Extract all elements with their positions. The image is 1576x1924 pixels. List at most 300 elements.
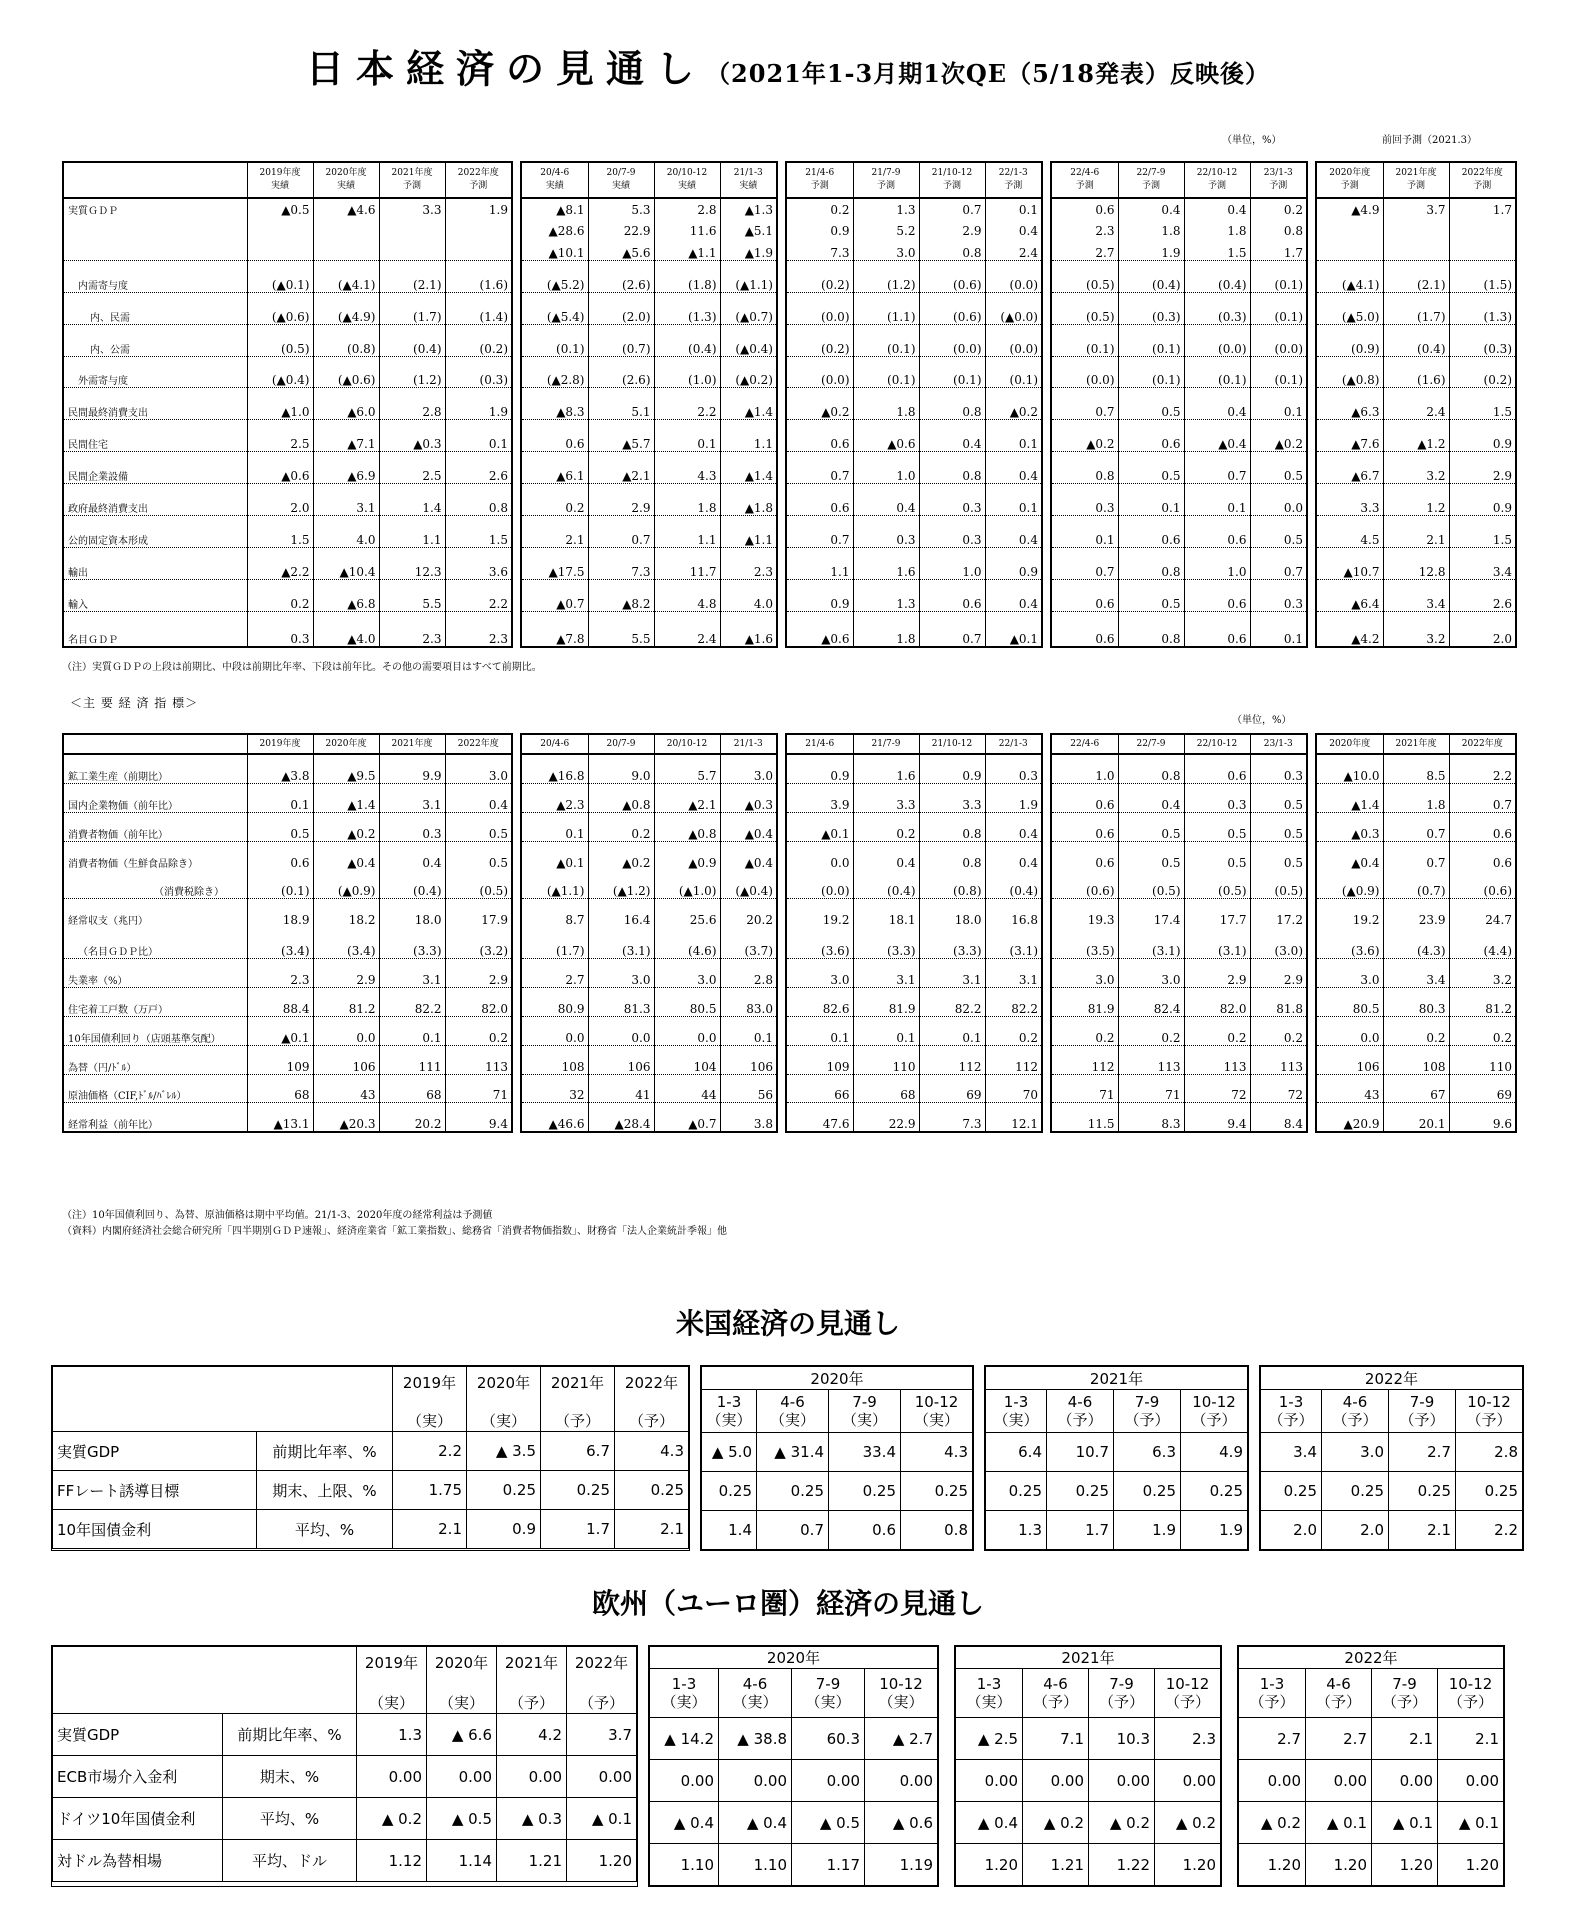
value-cell: ▲9.5 — [313, 754, 379, 784]
value-cell: 3.1 — [853, 959, 919, 988]
table-row — [1239, 1844, 1504, 1886]
value-cell: 2.0 — [1322, 1511, 1389, 1550]
value-cell: ▲ 0.1 — [1372, 1802, 1438, 1844]
table-row — [787, 198, 1041, 217]
value-cell: 0.4 — [1018, 856, 1038, 870]
quarter-header — [1372, 1669, 1438, 1718]
group-4 — [1315, 161, 1517, 648]
value-cell: 3.0 — [787, 959, 853, 988]
value-cell: ▲ 0.2 — [1023, 1802, 1089, 1844]
value-cell: 0.2 — [522, 484, 588, 516]
header-blank — [53, 1367, 393, 1432]
value-cell: 1.20 — [1155, 1844, 1221, 1886]
value-cell: ▲0.4 — [313, 842, 379, 871]
value-cell: 72 — [1184, 1075, 1250, 1103]
period-status: 実績 — [336, 181, 355, 191]
table-row — [1317, 1017, 1515, 1046]
year-group-header: 2020年 — [702, 1367, 973, 1390]
table-row — [1317, 1075, 1515, 1103]
period-header — [1250, 163, 1306, 198]
value-cell: 1.0 — [919, 548, 985, 580]
table-row — [1317, 842, 1515, 871]
value-cell: (0.1) — [1250, 357, 1306, 388]
header-blank — [53, 1647, 357, 1714]
value-cell: 0.3 — [1052, 484, 1118, 516]
table-row — [787, 325, 1041, 357]
value-cell: 70 — [985, 1075, 1041, 1103]
table-row — [522, 842, 776, 871]
table-row — [522, 238, 776, 261]
value-cell: ▲2.3 — [522, 784, 588, 813]
value-cell: (0.1) — [1250, 293, 1306, 325]
value-cell: 1.2 — [1383, 484, 1449, 516]
value-cell: 1.17 — [792, 1844, 865, 1886]
value-cell: 0.9 — [985, 548, 1041, 580]
value-cell: 0.7 — [757, 1511, 829, 1550]
value-cell: 0.7 — [1184, 452, 1250, 484]
row-label: （消費税除き） — [64, 870, 247, 899]
value-cell: 1.0 — [853, 452, 919, 484]
value-cell: 0.5 — [488, 856, 508, 870]
value-cell: 17.4 — [1118, 899, 1184, 928]
table-row — [787, 548, 1041, 580]
table-row — [787, 388, 1041, 420]
value-cell: (3.6) — [1317, 927, 1383, 959]
value-cell: 68 — [379, 1075, 445, 1103]
value-cell: (3.4) — [313, 927, 379, 959]
value-cell: (0.0) — [1052, 357, 1118, 388]
value-cell: 3.8 — [753, 1117, 773, 1131]
table-row — [787, 1075, 1041, 1103]
quarter-label: 4-6 — [1043, 1675, 1068, 1693]
value-cell: 0.4 — [379, 842, 445, 871]
table-row — [1317, 1046, 1515, 1075]
value-cell: 2.6 — [1449, 580, 1515, 612]
value-cell: ▲0.2 — [588, 842, 654, 871]
value-cell: (▲0.1) — [247, 261, 313, 293]
value-cell: (0.6) — [919, 261, 985, 293]
row-label: 名目ＧＤＰ — [64, 612, 247, 647]
table-row — [522, 357, 776, 388]
period-header — [1184, 163, 1250, 198]
quarter-header — [1089, 1669, 1155, 1718]
year-header: 2022年 — [615, 1367, 689, 1398]
table-row — [64, 754, 511, 784]
table-row — [787, 784, 1041, 813]
value-cell: (1.8) — [654, 261, 720, 293]
value-cell: 2.8 — [720, 959, 776, 988]
value-cell: ▲1.2 — [1383, 420, 1449, 452]
value-cell: 0.6 — [1184, 754, 1250, 784]
value-cell: 19.2 — [787, 899, 853, 928]
value-cell: 0.5 — [1118, 452, 1184, 484]
period-status: 予測 — [810, 181, 829, 191]
value-cell: (0.4) — [1184, 261, 1250, 293]
value-cell: 20.2 — [746, 913, 773, 927]
value-cell: 0.9 — [1449, 484, 1515, 516]
value-cell: 0.0 — [313, 1017, 379, 1046]
value-cell: 0.3 — [1184, 784, 1250, 813]
period-label: 20/7-9 — [606, 168, 636, 178]
table-row — [1052, 842, 1306, 871]
value-cell: 0.3 — [919, 484, 985, 516]
table-row — [64, 899, 511, 928]
value-cell: 2.9 — [1184, 959, 1250, 988]
quarter-label: 1-3 — [1259, 1675, 1285, 1693]
value-cell: ▲2.1 — [588, 452, 654, 484]
quarter-header — [1155, 1669, 1221, 1718]
value-cell: 2.1 — [1383, 516, 1449, 548]
value-cell: (▲0.6) — [313, 357, 379, 388]
quarter-label: 7-9 — [1409, 1393, 1435, 1411]
value-cell: 0.6 — [1184, 516, 1250, 548]
value-cell: (4.4) — [1449, 927, 1515, 959]
value-cell: 0.2 — [1250, 1017, 1306, 1046]
period-header: 2021年度 — [379, 735, 445, 754]
row-label: 10年国債金利 — [53, 1510, 257, 1549]
value-cell: 2.8 — [654, 198, 720, 217]
row-label: 国内企業物価（前年比） — [64, 784, 247, 813]
table-row — [1052, 198, 1306, 217]
value-cell: 0.00 — [650, 1760, 719, 1802]
value-cell: (0.1) — [522, 325, 588, 357]
row-label: 消費者物価（前年比） — [64, 813, 247, 842]
period-status: 予測 — [402, 181, 421, 191]
value-cell: 72 — [1250, 1075, 1306, 1103]
value-cell: 0.9 — [787, 754, 853, 784]
value-cell: 0.7 — [787, 516, 853, 548]
value-cell: 0.5 — [1118, 388, 1184, 420]
row-label: 実質ＧＤＰ — [64, 198, 247, 217]
value-cell: (1.5) — [1449, 261, 1515, 293]
value-cell: 112 — [985, 1046, 1041, 1075]
value-cell: 0.2 — [1052, 1017, 1118, 1046]
value-cell: 0.6 — [1052, 580, 1118, 612]
period-status: 予測 — [876, 181, 895, 191]
value-cell: 0.6 — [1052, 198, 1118, 217]
value-cell: 82.6 — [787, 988, 853, 1017]
value-cell: ▲0.2 — [985, 388, 1041, 420]
value-cell: 0.1 — [985, 484, 1041, 516]
value-cell — [1449, 238, 1515, 261]
value-cell: (2.1) — [379, 261, 445, 293]
value-cell: 81.8 — [1250, 988, 1306, 1017]
value-cell: 0.3 — [379, 813, 445, 842]
value-cell: 0.2 — [445, 1017, 511, 1046]
value-cell: 0.1 — [1052, 516, 1118, 548]
value-cell: 0.4 — [985, 813, 1041, 842]
table-row — [64, 325, 511, 357]
quarter-status: （予） — [1191, 1411, 1237, 1429]
value-cell: 0.7 — [1052, 548, 1118, 580]
table-row — [64, 484, 511, 516]
group-0 — [62, 161, 513, 648]
value-cell: ▲0.1 — [787, 813, 853, 842]
value-cell: (0.6) — [919, 293, 985, 325]
value-cell: 20.1 — [1383, 1103, 1449, 1132]
value-cell: 0.5 — [1184, 813, 1250, 842]
value-cell: 3.1 — [919, 959, 985, 988]
value-cell: 0.8 — [1118, 754, 1184, 784]
value-cell: (▲0.9) — [1317, 870, 1383, 899]
table-row — [64, 516, 511, 548]
value-cell: 0.25 — [1114, 1472, 1181, 1511]
quarter-label: 4-6 — [742, 1675, 768, 1693]
quarter-header — [792, 1669, 865, 1718]
value-cell: 9.6 — [1492, 1117, 1512, 1131]
value-cell: 6.3 — [1114, 1433, 1181, 1472]
value-cell: 1.4 — [379, 484, 445, 516]
value-cell: 81.9 — [853, 988, 919, 1017]
value-cell: 0.8 — [919, 842, 985, 871]
table-row — [787, 813, 1041, 842]
value-cell: 1.8 — [853, 612, 919, 647]
value-cell: (▲1.2) — [588, 870, 654, 899]
value-cell: 0.4 — [919, 420, 985, 452]
table-row — [64, 927, 511, 959]
header-blank — [64, 163, 247, 198]
page-subtitle: （2021年1-3月期1次QE（5/18発表）反映後） — [706, 59, 1270, 88]
value-cell: 1.14 — [427, 1840, 497, 1882]
value-cell: 0.2 — [1118, 1017, 1184, 1046]
us-annual-block — [51, 1365, 690, 1551]
value-cell: 83.0 — [720, 988, 776, 1017]
value-cell: 0.00 — [956, 1760, 1023, 1802]
value-cell: 0.6 — [1449, 813, 1515, 842]
value-cell: (1.7) — [1383, 293, 1449, 325]
value-cell: 3.1 — [379, 959, 445, 988]
table-row — [1317, 754, 1515, 784]
value-cell: ▲0.2 — [1052, 420, 1118, 452]
value-cell: 0.2 — [1184, 1017, 1250, 1046]
table-row — [787, 1046, 1041, 1075]
value-cell: (▲0.4) — [247, 357, 313, 388]
value-cell: 0.8 — [1118, 548, 1184, 580]
period-status: 予測 — [1004, 181, 1023, 191]
value-cell: ▲0.9 — [654, 842, 720, 871]
value-cell: 80.5 — [654, 988, 720, 1017]
quarter-label: 10-12 — [914, 1393, 959, 1411]
table-row — [787, 754, 1041, 784]
quarter-header — [1456, 1390, 1523, 1433]
value-cell: ▲0.7 — [522, 580, 588, 612]
note-gdp: （注）実質ＧＤＰの上段は前期比、中段は前期比年率、下段は前年比。その他の需要項目はすべて前期比。 — [62, 662, 542, 673]
value-cell: 0.1 — [1250, 388, 1306, 420]
quarter-status: （予） — [1268, 1411, 1314, 1429]
value-cell: 1.7 — [541, 1510, 615, 1549]
table-row — [1317, 988, 1515, 1017]
table-row — [1052, 452, 1306, 484]
table-row — [650, 1802, 938, 1844]
table-row — [522, 754, 776, 784]
table-row — [956, 1760, 1221, 1802]
value-cell: ▲10.1 — [522, 238, 588, 261]
value-cell: 2.1 — [393, 1510, 467, 1549]
period-status: 予測 — [1075, 181, 1094, 191]
value-cell: 0.9 — [919, 754, 985, 784]
row-label: 経常利益（前年比） — [64, 1103, 247, 1132]
value-cell: 3.1 — [379, 784, 445, 813]
table-row — [787, 452, 1041, 484]
value-cell: (0.1) — [919, 357, 985, 388]
period-header — [247, 163, 313, 198]
value-cell: (▲1.1) — [522, 870, 588, 899]
value-cell: 0.00 — [1438, 1760, 1504, 1802]
value-cell: 0.1 — [720, 1017, 776, 1046]
value-cell: 16.8 — [1011, 913, 1038, 927]
value-cell: 11.5 — [1052, 1103, 1118, 1132]
quarter-label: 10-12 — [1467, 1393, 1511, 1411]
value-cell: 1.5 — [247, 516, 313, 548]
row-label: 鉱工業生産（前期比） — [64, 754, 247, 784]
quarter-label: 1-3 — [1003, 1393, 1029, 1411]
period-header: 2020年度 — [313, 735, 379, 754]
value-cell: 1.3 — [357, 1714, 427, 1756]
value-cell: ▲3.8 — [247, 754, 313, 784]
value-cell: 0.6 — [1184, 580, 1250, 612]
table-row — [787, 484, 1041, 516]
period-header: 2022年度 — [1449, 735, 1515, 754]
period-label: 2020年度 — [325, 168, 367, 178]
value-cell: 2.7 — [522, 959, 588, 988]
value-cell: (▲0.2) — [720, 357, 776, 388]
value-cell: (▲0.6) — [247, 293, 313, 325]
value-cell: 2.5 — [379, 452, 445, 484]
value-cell: 0.5 — [1250, 813, 1306, 842]
value-cell: 2.9 — [919, 217, 985, 238]
period-status: 予測 — [1406, 181, 1425, 191]
value-cell: 69 — [1449, 1075, 1515, 1103]
value-cell: 12.8 — [1383, 548, 1449, 580]
year-group-header: 2020年 — [650, 1647, 938, 1669]
period-status: 実績 — [545, 181, 564, 191]
row-label: 内、公需 — [64, 325, 247, 357]
value-cell: 108 — [1383, 1046, 1449, 1075]
value-cell: (▲0.4) — [720, 870, 776, 899]
value-cell: 2.1 — [1389, 1511, 1456, 1550]
value-cell: 11.7 — [654, 548, 720, 580]
value-cell: 0.0 — [787, 842, 853, 871]
value-cell: (0.5) — [247, 325, 313, 357]
table-row — [1317, 484, 1515, 516]
year-status: （予） — [567, 1677, 637, 1714]
value-cell: 20.2 — [379, 1103, 445, 1132]
value-cell: 47.6 — [787, 1103, 853, 1132]
table-row — [1317, 516, 1515, 548]
value-cell: (0.4) — [654, 325, 720, 357]
value-cell: ▲0.5 — [247, 198, 313, 217]
value-cell: 0.0 — [1317, 1017, 1383, 1046]
table-row — [787, 988, 1041, 1017]
row-label: 内需寄与度 — [64, 261, 247, 293]
value-cell: 3.2 — [1449, 959, 1515, 988]
row-label: 住宅着工戸数（万戸） — [64, 988, 247, 1017]
value-cell: 0.4 — [853, 842, 919, 871]
table-row — [1052, 516, 1306, 548]
quarter-header — [1114, 1390, 1181, 1433]
value-cell: 12.3 — [379, 548, 445, 580]
quarter-status: （予） — [1164, 1693, 1210, 1711]
table-row — [522, 325, 776, 357]
period-status: 予測 — [1269, 181, 1288, 191]
value-cell: (0.4) — [1118, 261, 1184, 293]
period-label: 21/10-12 — [931, 168, 973, 178]
table-row — [1239, 1760, 1504, 1802]
value-cell: (0.7) — [1383, 870, 1449, 899]
table-row — [787, 217, 1041, 238]
value-cell: 1.20 — [956, 1844, 1023, 1886]
value-cell: (0.0) — [787, 293, 853, 325]
quarter-header — [719, 1669, 792, 1718]
value-cell: 0.8 — [901, 1511, 973, 1550]
value-cell: 0.1 — [853, 1017, 919, 1046]
value-cell: 5.3 — [588, 198, 654, 217]
table-row — [787, 899, 1041, 928]
value-cell: 2.1 — [522, 516, 588, 548]
value-cell: 0.1 — [985, 420, 1041, 452]
value-cell: 0.00 — [497, 1756, 567, 1798]
value-cell: 82.0 — [445, 988, 511, 1017]
quarter-label: 1-3 — [1278, 1393, 1304, 1411]
value-cell: ▲2.2 — [247, 548, 313, 580]
value-cell: 3.0 — [1317, 959, 1383, 988]
year-header: 2021年 — [497, 1647, 567, 1678]
value-cell: (3.3) — [919, 927, 985, 959]
value-cell: 1.3 — [986, 1511, 1047, 1550]
value-cell: ▲ 0.4 — [719, 1802, 792, 1844]
value-cell: (0.0) — [787, 870, 853, 899]
value-cell: 1.12 — [357, 1840, 427, 1882]
period-status: 実績 — [270, 181, 289, 191]
period-header — [588, 163, 654, 198]
period-label: 2020年度 — [1329, 168, 1371, 178]
ind-group-2 — [785, 733, 1043, 1133]
value-cell: 0.6 — [247, 842, 313, 871]
value-cell: (0.9) — [1317, 325, 1383, 357]
value-cell: 0.2 — [787, 198, 853, 217]
table-row — [1052, 1075, 1306, 1103]
year-status: （実） — [467, 1397, 541, 1432]
value-cell: 9.0 — [588, 754, 654, 784]
table-row — [1052, 484, 1306, 516]
value-cell: 2.9 — [1449, 452, 1515, 484]
value-cell: 0.4 — [853, 484, 919, 516]
ind-group-3 — [1050, 733, 1308, 1133]
period-header: 21/7-9 — [853, 735, 919, 754]
quarter-header — [1438, 1669, 1504, 1718]
value-cell: 1.6 — [853, 548, 919, 580]
quarter-header — [1389, 1390, 1456, 1433]
quarter-status: （予） — [1332, 1411, 1378, 1429]
value-cell: 12.1 — [1011, 1117, 1038, 1131]
quarter-label: 4-6 — [1342, 1393, 1368, 1411]
year-header: 2020年 — [427, 1647, 497, 1678]
quarter-status: （予） — [1124, 1411, 1170, 1429]
value-cell: 17.7 — [1184, 899, 1250, 928]
value-cell: 1.20 — [1306, 1844, 1372, 1886]
value-cell: 9.4 — [1184, 1103, 1250, 1132]
row-unit: 前期比年率、% — [257, 1432, 393, 1471]
value-cell: (0.5) — [1250, 870, 1306, 899]
unit-label-2: （単位，%） — [1232, 715, 1292, 726]
value-cell: 2.7 — [1306, 1718, 1372, 1760]
value-cell: 2.2 — [1449, 754, 1515, 784]
value-cell: 0.1 — [919, 1017, 985, 1046]
value-cell: 0.5 — [445, 813, 511, 842]
quarter-status: （実） — [661, 1693, 707, 1711]
value-cell: 19.3 — [1052, 899, 1118, 928]
value-cell: ▲8.3 — [522, 388, 588, 420]
